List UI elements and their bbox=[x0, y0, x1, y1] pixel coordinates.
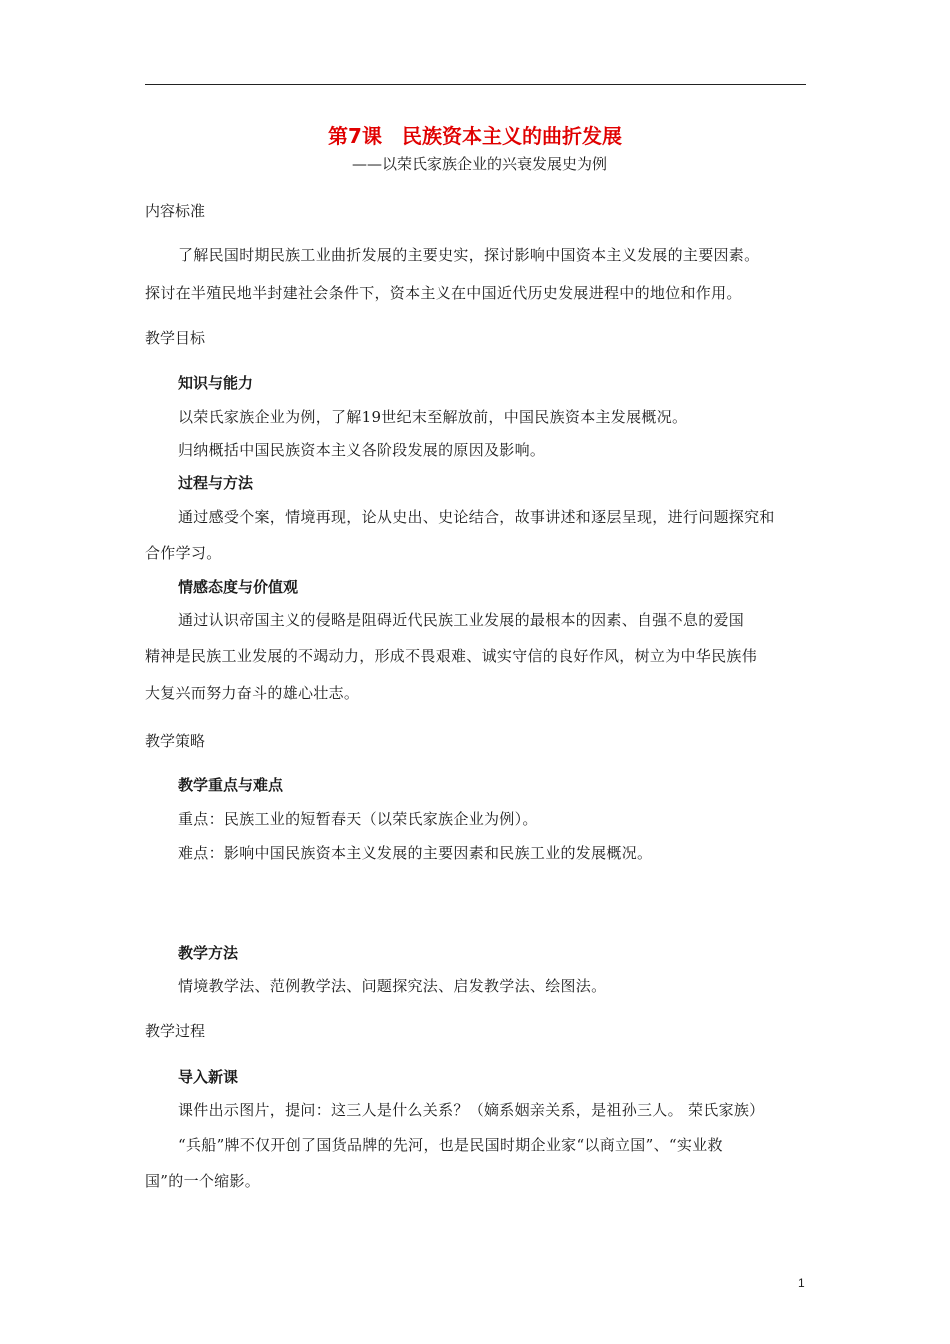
emotion-line: 通过认识帝国主义的侵略是阻碍近代民族工业发展的最根本的因素、自强不息的爱国 bbox=[178, 611, 745, 629]
emotion-line: 精神是民族工业发展的不竭动力，形成不畏艰难、诚实守信的良好作风，树立为中华民族伟 bbox=[145, 647, 758, 665]
intro-line: 国”的一个缩影。 bbox=[145, 1172, 261, 1190]
content-standard-line: 了解民国时期民族工业曲折发展的主要史实，探讨影响中国资本主义发展的主要因素。 bbox=[178, 246, 760, 264]
process-method-line: 合作学习。 bbox=[145, 544, 222, 562]
knowledge-line: 以荣氏家族企业为例，了解19世纪末至解放前，中国民族资本主发展概况。 bbox=[178, 408, 688, 426]
page-number: 1 bbox=[798, 1276, 805, 1290]
process-method-line: 通过感受个案，情境再现，论从史出、史论结合，故事讲述和逐层呈现，进行问题探究和 bbox=[178, 508, 775, 526]
knowledge-heading: 知识与能力 bbox=[178, 374, 254, 392]
key-points-heading: 教学重点与难点 bbox=[178, 776, 284, 794]
methods-heading: 教学方法 bbox=[178, 944, 239, 962]
teaching-process-heading: 教学过程 bbox=[145, 1022, 206, 1040]
emotion-heading: 情感态度与价值观 bbox=[178, 578, 299, 596]
intro-heading: 导入新课 bbox=[178, 1068, 239, 1086]
content-standard-line: 探讨在半殖民地半封建社会条件下，资本主义在中国近代历史发展进程中的地位和作用。 bbox=[145, 284, 742, 302]
knowledge-line: 归纳概括中国民族资本主义各阶段发展的原因及影响。 bbox=[178, 441, 546, 459]
lesson-subtitle: ——以荣氏家族企业的兴衰发展史为例 bbox=[352, 155, 608, 173]
emotion-line: 大复兴而努力奋斗的雄心壮志。 bbox=[145, 684, 360, 702]
lesson-title: 第7课 民族资本主义的曲折发展 bbox=[328, 124, 622, 148]
intro-line: 课件出示图片，提问：这三人是什么关系？（嫡系姻亲关系，是祖孙三人。 荣氏家族） bbox=[178, 1101, 765, 1119]
methods-line: 情境教学法、范例教学法、问题探究法、启发教学法、绘图法。 bbox=[178, 977, 607, 995]
strategy-heading: 教学策略 bbox=[145, 732, 206, 750]
key-point-line: 重点：民族工业的短暂春天（以荣氏家族企业为例）。 bbox=[178, 810, 538, 828]
header-rule bbox=[145, 84, 806, 85]
process-method-heading: 过程与方法 bbox=[178, 474, 254, 492]
content-standard-heading: 内容标准 bbox=[145, 202, 206, 220]
objectives-heading: 教学目标 bbox=[145, 329, 206, 347]
intro-line: “兵船”牌不仅开创了国货品牌的先河，也是民国时期企业家“以商立国”、“实业救 bbox=[178, 1136, 723, 1154]
difficult-point-line: 难点：影响中国民族资本主义发展的主要因素和民族工业的发展概况。 bbox=[178, 844, 653, 862]
